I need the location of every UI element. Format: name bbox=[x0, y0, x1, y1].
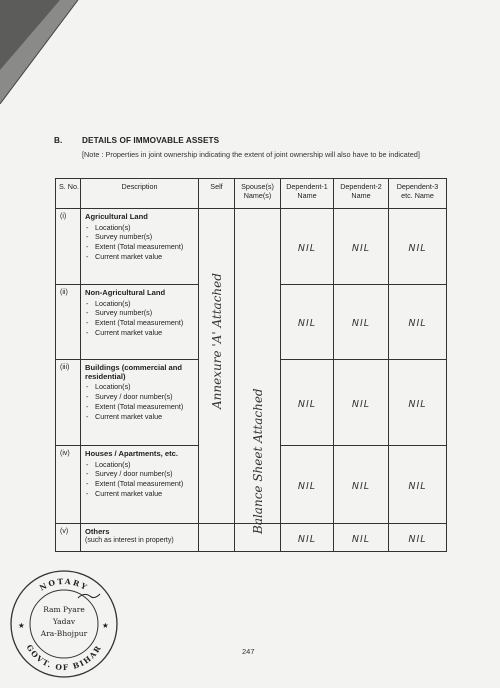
nil-entry: NIL bbox=[351, 533, 371, 545]
section-title: DETAILS OF IMMOVABLE ASSETS bbox=[82, 136, 220, 145]
header-description: Description bbox=[81, 179, 199, 209]
section-heading bbox=[54, 136, 219, 145]
list-item: - Extent (Total measurement) bbox=[85, 319, 196, 328]
row-description bbox=[81, 285, 199, 360]
row-category: Agricultural Land bbox=[85, 212, 148, 221]
header-sno: S. No. bbox=[56, 179, 81, 209]
dependent-3-cell bbox=[389, 360, 447, 446]
nil-entry: NIL bbox=[297, 242, 317, 254]
row-sno: (v) bbox=[56, 524, 81, 552]
list-item: - Location(s) bbox=[85, 300, 196, 309]
row-items bbox=[85, 224, 196, 262]
spouse-merged-cell bbox=[235, 209, 281, 534]
dependent-3-cell bbox=[389, 285, 447, 360]
row-sno: (iv) bbox=[56, 446, 81, 524]
row-description bbox=[81, 360, 199, 446]
dependent-3-cell bbox=[389, 209, 447, 285]
self-cell-empty bbox=[199, 524, 235, 552]
row-sno: (ii) bbox=[56, 285, 81, 360]
row-description bbox=[81, 209, 199, 285]
dependent-2-cell bbox=[334, 285, 389, 360]
dependent-2-cell bbox=[334, 360, 389, 446]
list-item: - Location(s) bbox=[85, 383, 196, 392]
nil-entry: NIL bbox=[408, 480, 427, 492]
header-dependent-1: Dependent-1 Name bbox=[281, 179, 334, 209]
row-subtext: (such as interest in property) bbox=[85, 536, 174, 544]
nil-entry: NIL bbox=[351, 480, 371, 492]
dependent-2-cell bbox=[334, 209, 389, 285]
row-items bbox=[85, 461, 196, 499]
notary-stamp bbox=[8, 568, 120, 680]
list-item: - Survey / door number(s) bbox=[85, 470, 196, 479]
list-item: - Extent (Total measurement) bbox=[85, 403, 196, 412]
list-item: - Survey / door number(s) bbox=[85, 393, 196, 402]
svg-text:GOVT. OF BIHAR: GOVT. OF BIHAR bbox=[24, 643, 104, 673]
dependent-2-cell bbox=[334, 524, 389, 552]
row-description bbox=[81, 524, 199, 552]
row-category: Houses / Apartments, etc. bbox=[85, 449, 178, 458]
row-items bbox=[85, 300, 196, 338]
header-dependent-2: Dependent-2 Name bbox=[334, 179, 389, 209]
nil-entry: NIL bbox=[351, 318, 371, 329]
row-sno: (iii) bbox=[56, 360, 81, 446]
nil-entry: NIL bbox=[408, 533, 427, 545]
section-note: [Note : Properties in joint ownership indicating the extent of joint ownership will also have to be indicated] bbox=[82, 150, 420, 159]
list-item: - Location(s) bbox=[85, 461, 196, 470]
list-item: - Extent (Total measurement) bbox=[85, 243, 196, 252]
nil-entry: NIL bbox=[408, 318, 427, 329]
list-item: - Current market value bbox=[85, 329, 196, 338]
svg-text:Ram Pyare: Ram Pyare bbox=[43, 605, 85, 614]
nil-entry: NIL bbox=[408, 398, 427, 410]
dependent-2-cell bbox=[334, 446, 389, 524]
dependent-1-cell bbox=[281, 524, 334, 552]
nil-entry: NIL bbox=[351, 242, 371, 254]
list-item: - Survey number(s) bbox=[85, 233, 196, 242]
header-dependent-3: Dependent-3 etc. Name bbox=[389, 179, 447, 209]
nil-entry: NIL bbox=[408, 242, 427, 254]
list-item: - Current market value bbox=[85, 413, 196, 422]
svg-text:Yadav: Yadav bbox=[52, 617, 76, 626]
dependent-1-cell bbox=[281, 285, 334, 360]
self-merged-cell bbox=[199, 209, 235, 524]
spouse-handwritten-note: Balance Sheet Attached bbox=[251, 388, 265, 534]
page-number: 247 bbox=[242, 647, 255, 656]
list-item: - Survey number(s) bbox=[85, 309, 196, 318]
folded-corner-shadow bbox=[0, 0, 90, 110]
row-sno: (i) bbox=[56, 209, 81, 285]
dependent-3-cell bbox=[389, 446, 447, 524]
list-item: - Extent (Total measurement) bbox=[85, 480, 196, 489]
nil-entry: NIL bbox=[297, 398, 317, 410]
immovable-assets-table bbox=[55, 178, 447, 552]
row-description bbox=[81, 446, 199, 524]
self-handwritten-note: Annexure 'A' Attached bbox=[210, 273, 224, 409]
svg-text:Ara-Bhojpur: Ara-Bhojpur bbox=[40, 629, 88, 638]
dependent-3-cell bbox=[389, 524, 447, 552]
dependent-1-cell bbox=[281, 360, 334, 446]
nil-entry: NIL bbox=[297, 533, 317, 545]
list-item: - Current market value bbox=[85, 253, 196, 262]
nil-entry: NIL bbox=[297, 318, 317, 329]
nil-entry: NIL bbox=[351, 398, 371, 410]
header-self: Self bbox=[199, 179, 235, 209]
header-spouse: Spouse(s) Name(s) bbox=[235, 179, 281, 209]
row-category: Others bbox=[85, 527, 110, 536]
list-item: - Location(s) bbox=[85, 224, 196, 233]
table-row bbox=[56, 209, 447, 285]
nil-entry: NIL bbox=[297, 480, 317, 492]
row-category: Non-Agricultural Land bbox=[85, 288, 166, 297]
row-category: Buildings (commercial and residential) bbox=[85, 363, 183, 381]
dependent-1-cell bbox=[281, 209, 334, 285]
dependent-1-cell bbox=[281, 446, 334, 524]
section-letter: B. bbox=[54, 136, 63, 145]
svg-text:NOTARY: NOTARY bbox=[38, 576, 90, 593]
table-header-row bbox=[56, 179, 447, 209]
svg-text:★: ★ bbox=[18, 621, 25, 630]
row-items bbox=[85, 383, 196, 421]
list-item: - Current market value bbox=[85, 490, 196, 499]
svg-text:★: ★ bbox=[102, 621, 109, 630]
